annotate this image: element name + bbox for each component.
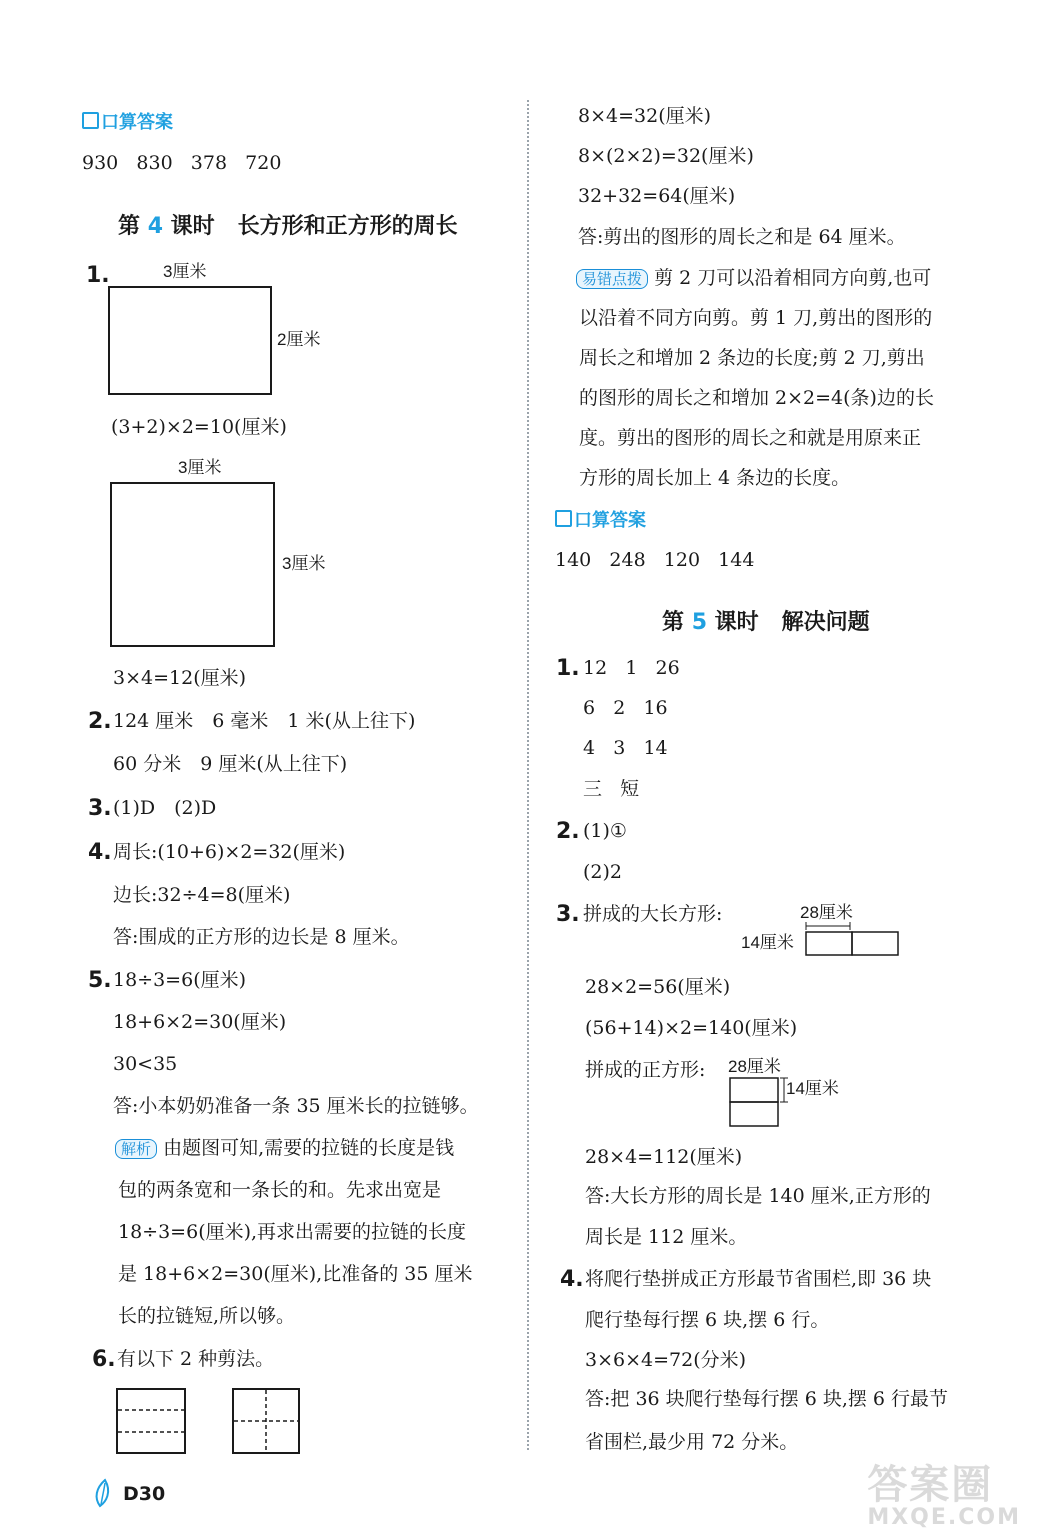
r-q1-row-1 (583, 656, 680, 680)
r-calc-1: 8×4=32(厘米) (578, 105, 712, 127)
checkbox-square-icon (555, 510, 572, 527)
q5-explanation-4: 是 18+6×2=30(厘米),比准备的 35 厘米 (118, 1263, 473, 1285)
q2-line-2: 60 分米 9 厘米(从上往下) (113, 753, 348, 775)
r-tip-2: 以沿着不同方向剪。剪 1 刀,剪出的图形的 (579, 307, 933, 329)
r-tip-1 (576, 266, 931, 290)
answer: 248 (609, 549, 646, 571)
cut-figure-1 (116, 1388, 188, 1456)
r-calc-3: 32+32=64(厘米) (578, 185, 736, 207)
kousuan-label: 口算答案 (101, 112, 173, 133)
r-q3-line-5: 28×4=112(厘米) (585, 1146, 743, 1168)
r-q1-row-3 (583, 736, 668, 760)
q1-equation-1: (3+2)×2=10(厘米) (111, 416, 287, 438)
cell: 14 (643, 737, 668, 759)
kousuan-label: 口算答案 (574, 510, 646, 531)
r-q3-line-6: 答:大长方形的周长是 140 厘米,正方形的 (585, 1185, 931, 1207)
lesson-suffix: 课时 (714, 610, 759, 635)
q5-line-4: 答:小本奶奶准备一条 35 厘米长的拉链够。 (113, 1095, 479, 1117)
lesson-number: 4 (147, 214, 163, 239)
q4-line-1: 周长:(10+6)×2=32(厘米) (113, 841, 346, 863)
r-tip-6: 方形的周长加上 4 条边的长度。 (579, 467, 851, 489)
question-number-3: 3. (88, 796, 112, 821)
answer: 120 (663, 549, 701, 571)
q5-explanation-2: 包的两条宽和一条长的和。先求出宽是 (118, 1179, 442, 1201)
watermark (867, 1464, 1021, 1530)
r-question-number-1: 1. (556, 656, 580, 681)
fig2-side-label: 14厘米 (786, 1079, 839, 1098)
tip-text: 剪 2 刀可以沿着相同方向剪,也可 (654, 267, 932, 289)
lesson-suffix: 课时 (170, 214, 215, 239)
watermark-logo: 答案圈 (867, 1462, 994, 1508)
r-tip-4: 的图形的周长之和增加 2×2=4(条)边的长 (579, 387, 934, 409)
kousuan-header-2 (555, 509, 646, 533)
r-q1-row-4 (583, 777, 639, 801)
question-number-4: 4. (88, 840, 112, 865)
square-composite-figure (729, 1076, 793, 1128)
answer: 378 (190, 152, 228, 174)
cell: 16 (643, 697, 668, 719)
cell: 26 (655, 657, 680, 679)
r-q3-line-1: 拼成的大长方形: (583, 903, 723, 925)
question-number-6: 6. (92, 1347, 116, 1372)
fig2-top-label: 28厘米 (728, 1057, 781, 1076)
q2-line-1: 124 厘米 6 毫米 1 米(从上往下) (113, 710, 416, 732)
lesson-prefix: 第 (662, 610, 685, 635)
question-number-5: 5. (88, 968, 112, 993)
r-question-number-2: 2. (556, 819, 580, 844)
r-answer-1: 答:剪出的图形的周长之和是 64 厘米。 (578, 226, 906, 248)
q5-explanation-3: 18÷3=6(厘米),再求出需要的拉链的长度 (118, 1221, 467, 1243)
q5-explanation-5: 长的拉链短,所以够。 (118, 1305, 296, 1327)
cell: 三 (583, 778, 603, 800)
rect1-side-label: 2厘米 (277, 330, 321, 349)
lesson-number: 5 (691, 610, 707, 635)
watermark-url: MXQE.COM (867, 1505, 1021, 1530)
jiexi-badge: 解析 (115, 1139, 157, 1159)
q5-explanation-1 (115, 1136, 454, 1160)
kousuan-header-1 (82, 111, 173, 135)
kousuan-answers-1 (82, 151, 281, 175)
question-number-2: 2. (88, 709, 112, 734)
r-question-number-4: 4. (560, 1267, 584, 1292)
column-divider (527, 100, 529, 1450)
r-q4-line-4: 答:把 36 块爬行垫每行摆 6 块,摆 6 行最节 (585, 1388, 949, 1410)
lesson-name: 长方形和正方形的周长 (237, 214, 458, 239)
q5-line-2: 18+6×2=30(厘米) (113, 1011, 287, 1033)
r-q3-line-7: 周长是 112 厘米。 (585, 1226, 748, 1248)
r-question-number-3: 3. (556, 902, 580, 927)
q4-line-3: 答:围成的正方形的边长是 8 厘米。 (113, 926, 410, 948)
r-q3-line-3: (56+14)×2=140(厘米) (585, 1017, 798, 1039)
page-number: D30 (123, 1483, 166, 1505)
r-q2-line-2: (2)2 (583, 861, 623, 883)
answer: 930 (82, 152, 119, 174)
r-q4-line-2: 爬行垫每行摆 6 块,摆 6 行。 (585, 1309, 830, 1331)
lesson-5-title (662, 609, 870, 637)
q1-equation-2: 3×4=12(厘米) (113, 667, 247, 689)
answer: 140 (555, 549, 592, 571)
rect2-side-label: 3厘米 (282, 554, 326, 573)
answer: 830 (136, 152, 173, 174)
explanation-text: 由题图可知,需要的拉链的长度是钱 (163, 1137, 455, 1159)
r-q4-line-3: 3×6×4=72(分米) (585, 1349, 747, 1371)
rect2-top-label: 3厘米 (178, 458, 222, 477)
q3-line-1: (1)D (2)D (113, 797, 217, 819)
cell: 12 (583, 657, 608, 679)
cell: 6 (583, 697, 596, 719)
r-q3-line-2: 28×2=56(厘米) (585, 976, 731, 998)
cut-figure-2 (232, 1388, 304, 1456)
lesson-name: 解决问题 (781, 610, 870, 635)
r-q2-line-1: (1)① (583, 820, 627, 842)
answer: 720 (245, 152, 282, 174)
q5-line-3: 30<35 (113, 1053, 178, 1075)
cell: 2 (613, 697, 626, 719)
q6-line-1: 有以下 2 种剪法。 (117, 1348, 275, 1370)
big-rectangle-figure (804, 922, 902, 958)
cell: 3 (613, 737, 626, 759)
rect1-top-label: 3厘米 (163, 262, 207, 281)
cell: 短 (620, 778, 640, 800)
q5-line-1: 18÷3=6(厘米) (113, 969, 247, 991)
r-q4-line-1: 将爬行垫拼成正方形最节省围栏,即 36 块 (585, 1268, 932, 1290)
r-tip-5: 度。剪出的图形的周长之和就是用原来正 (579, 427, 922, 449)
kousuan-answers-2 (555, 548, 754, 572)
yicuo-badge: 易错点拨 (576, 269, 648, 289)
question-number-1: 1. (86, 263, 110, 288)
leaf-icon (92, 1478, 118, 1510)
fig1-top-label: 28厘米 (800, 903, 853, 922)
answer: 144 (718, 549, 755, 571)
r-q1-row-2 (583, 696, 668, 720)
cell: 1 (625, 657, 638, 679)
r-q4-line-5: 省围栏,最少用 72 分米。 (585, 1431, 799, 1453)
q4-line-2: 边长:32÷4=8(厘米) (113, 884, 291, 906)
r-q3-line-4: 拼成的正方形: (585, 1059, 706, 1081)
rectangle-figure-1 (108, 286, 272, 395)
fig1-side-label: 14厘米 (741, 933, 794, 952)
checkbox-square-icon (82, 112, 99, 129)
r-tip-3: 周长之和增加 2 条边的长度;剪 2 刀,剪出 (579, 347, 925, 369)
lesson-prefix: 第 (118, 214, 141, 239)
cell: 4 (583, 737, 596, 759)
square-figure (110, 482, 275, 647)
lesson-4-title (118, 213, 458, 241)
r-calc-2: 8×(2×2)=32(厘米) (578, 145, 754, 167)
